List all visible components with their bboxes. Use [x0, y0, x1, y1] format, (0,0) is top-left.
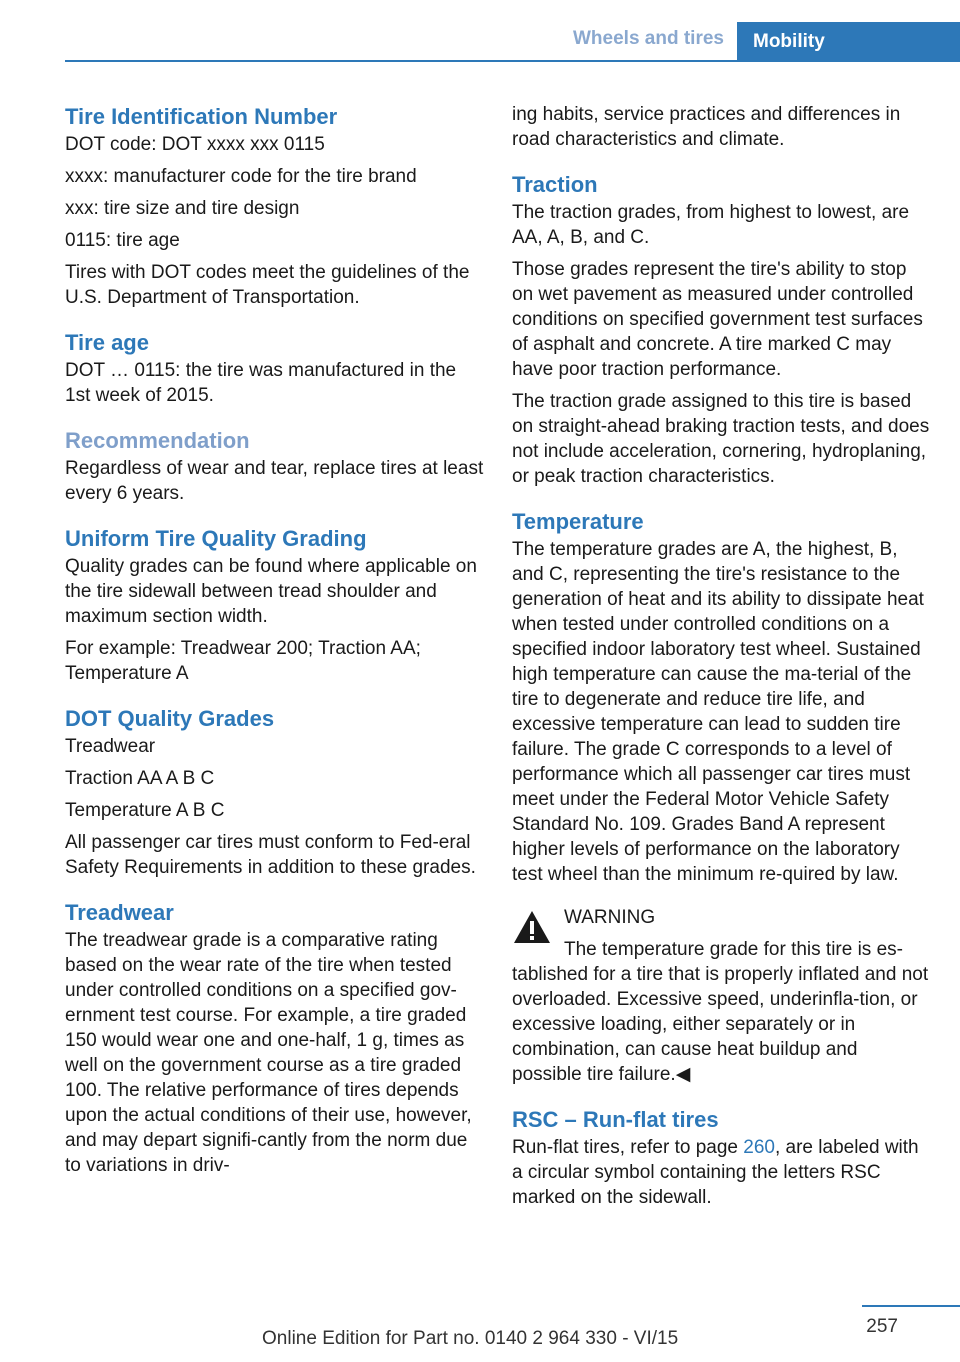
warning-label: WARNING — [564, 907, 656, 928]
paragraph: xxxx: manufacturer code for the tire brand — [65, 166, 417, 187]
heading-temperature: Temperature — [512, 509, 644, 534]
heading-rsc: RSC – Run-flat tires — [512, 1107, 719, 1132]
warning-text — [512, 937, 932, 1087]
paragraph: The traction grade assigned to this tire is based on straight-ahead braking traction tests, and does not include acceleration, cornering, hydroplaning, or peak traction characteristics. — [512, 391, 930, 487]
heading-recommendation: Recommendation — [65, 428, 250, 453]
warning-triangle-icon — [512, 909, 552, 945]
paragraph: Those grades represent the tire's ability to stop on wet pavement as measured under controlled conditions on specified government test surfaces of asphalt and concrete. A tire marked C may have poor traction performance. — [512, 259, 923, 380]
page-header — [0, 0, 960, 62]
header-rule — [65, 60, 960, 62]
chapter-tab: Mobility — [737, 22, 960, 62]
paragraph: xxx: tire size and tire design — [65, 198, 300, 219]
paragraph: ing habits, service practices and differences in road characteristics and climate. — [512, 104, 901, 150]
paragraph: Temperature A B C — [65, 800, 225, 821]
paragraph — [512, 1135, 932, 1210]
paragraph: For example: Treadwear 200; Traction AA; Temperature A — [65, 638, 421, 684]
heading-dot-grades: DOT Quality Grades — [65, 706, 275, 731]
heading-treadwear: Treadwear — [65, 900, 174, 925]
page-number: 257 — [866, 1316, 898, 1337]
section-tin — [65, 102, 485, 310]
paragraph: The traction grades, from highest to lowest, are AA, A, B, and C. — [512, 202, 910, 248]
footer-rule — [862, 1305, 960, 1307]
section-utqg — [65, 524, 485, 686]
paragraph: 0115: tire age — [65, 230, 180, 251]
paragraph: Treadwear — [65, 736, 156, 757]
rsc-text-after: , are labeled with a circular symbol containing the letters RSC marked on the sidewall. — [512, 1137, 919, 1208]
heading-tin: Tire Identification Number — [65, 104, 338, 129]
paragraph: All passenger car tires must conform to Fed‐eral Safety Requirements in addition to these grades. — [65, 832, 476, 878]
heading-tire-age: Tire age — [65, 330, 149, 355]
section-dot-grades — [65, 704, 485, 880]
section-traction — [512, 170, 932, 489]
section-rsc — [512, 1105, 932, 1210]
section-recommendation — [65, 426, 485, 506]
heading-utqg: Uniform Tire Quality Grading — [65, 526, 367, 551]
paragraph: Traction AA A B C — [65, 768, 215, 789]
section-tab: Wheels and tires — [573, 28, 724, 49]
heading-traction: Traction — [512, 172, 598, 197]
paragraph: Regardless of wear and tear, replace tires at least every 6 years. — [65, 458, 484, 504]
left-column — [65, 102, 485, 1196]
section-treadwear-cont — [512, 102, 932, 152]
warning-block — [512, 905, 932, 1087]
paragraph: Tires with DOT codes meet the guidelines of the U.S. Department of Transportation. — [65, 262, 470, 308]
paragraph: DOT … 0115: the tire was manufactured in the 1st week of 2015. — [65, 360, 457, 406]
section-tire-age — [65, 328, 485, 408]
edition-text: Online Edition for Part no. 0140 2 964 330 - VI/15 — [262, 1328, 679, 1349]
section-treadwear — [65, 898, 485, 1178]
page-link[interactable]: 260 — [743, 1137, 775, 1158]
paragraph: The temperature grades are A, the highest, B, and C, representing the tire's resistance to the generation of heat and its ability to dissipate heat when tested under controlled conditions on a specified indoor laboratory test wheel. Sustained high temperature can cause the ma‐terial of the tire to degenerate and reduce tire life, and excessive temperature can lead to sudden tire failure. The grade C corresponds to a level of performance which all passenger car tires must meet under the Federal Motor Vehicle Safety Standard No. 109. Grades Band A represent higher levels of performance on the laboratory test wheel than the minimum re‐quired by law. — [512, 539, 924, 885]
warning-text-content: The temperature grade for this tire is es‐tablished for a tire that is properly inflated and not overloaded. Excessive speed, underinfla‐tion, or excessive loading, either separately or in combination, can cause heat buildup and possible tire failure.◀ — [512, 939, 929, 1085]
paragraph: DOT code: DOT xxxx xxx 0115 — [65, 134, 325, 155]
paragraph: Quality grades can be found where applicable on the tire sidewall between tread shoulder and maximum section width. — [65, 556, 477, 627]
paragraph: The treadwear grade is a comparative rating based on the wear rate of the tire when tested under controlled conditions on a specified gov‐ernment test course. For example, a tire graded 150 would wear one and one-half, 1 g, times as well on the government course as a tire graded 100. The relative performance of tires depends upon the actual conditions of their use, however, and may depart signifi‐cantly from the norm due to variations in driv‐ — [65, 930, 472, 1176]
right-column — [512, 102, 932, 1228]
section-temperature — [512, 507, 932, 887]
rsc-text-before: Run-flat tires, refer to page — [512, 1137, 744, 1158]
